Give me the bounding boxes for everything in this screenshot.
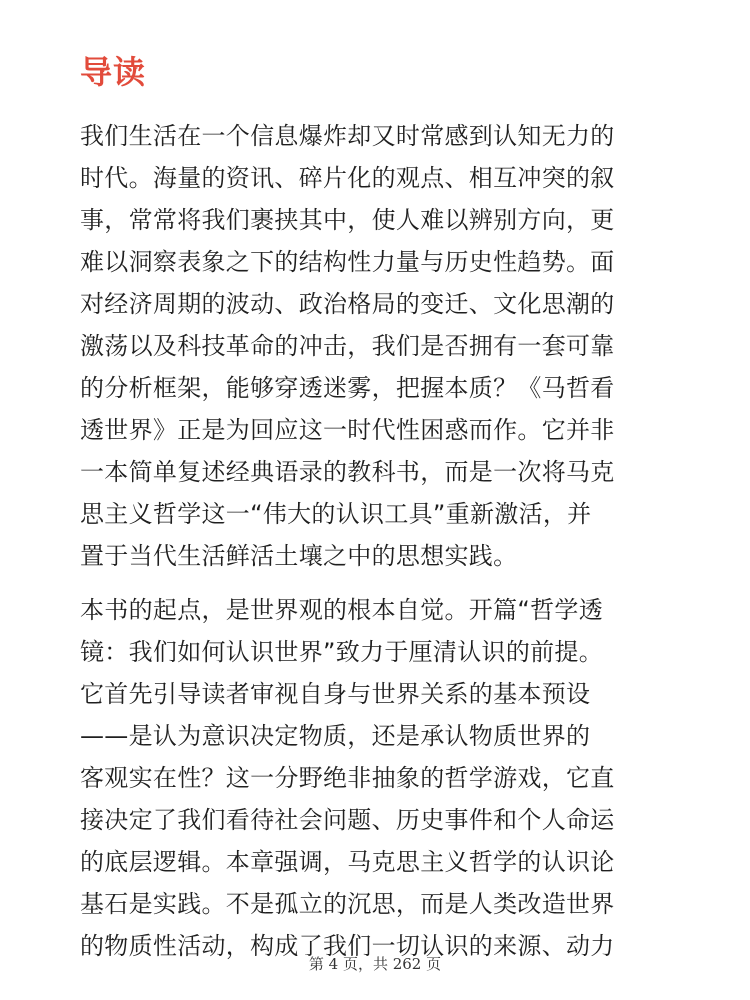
text-line: 难以洞察表象之下的结构性力量与历史性趋势。面 xyxy=(80,248,615,276)
text-line: 它首先引导读者审视自身与世界关系的基本预设 xyxy=(80,680,591,708)
text-line: 事，常常将我们裹挟其中，使人难以辨别方向，更 xyxy=(80,206,615,234)
text-line: 我们生活在一个信息爆炸却又时常感到认知无力的 xyxy=(80,122,615,150)
text-line: ——是认为意识决定物质，还是承认物质世界的 xyxy=(80,722,591,750)
text-line: 本书的起点，是世界观的根本自觉。开篇“哲学透 xyxy=(80,596,604,624)
text-line: 基石是实践。不是孤立的沉思，而是人类改造世界 xyxy=(80,890,615,918)
text-line: 时代。海量的资讯、碎片化的观点、相互冲突的叙 xyxy=(80,164,615,192)
section-title: 导读 xyxy=(80,53,147,91)
paragraph xyxy=(80,115,680,577)
text-line: 接决定了我们看待社会问题、历史事件和个人命运 xyxy=(80,806,615,834)
text-line: 客观实在性？这一分野绝非抽象的哲学游戏，它直 xyxy=(80,764,615,792)
text-line: 思主义哲学这一“伟大的认识工具”重新激活，并 xyxy=(80,500,592,528)
text-line: 镜：我们如何认识世界”致力于厘清认识的前提。 xyxy=(80,638,604,666)
page-number-footer: 第 4 页，共 262 页 xyxy=(308,955,442,973)
text-line: 的底层逻辑。本章强调，马克思主义哲学的认识论 xyxy=(80,848,615,876)
text-line: 一本简单复述经典语录的教科书，而是一次将马克 xyxy=(80,458,615,486)
body-text xyxy=(80,115,680,967)
text-line: 透世界》正是为回应这一时代性困惑而作。它并非 xyxy=(80,416,615,444)
text-line: 置于当代生活鲜活土壤之中的思想实践。 xyxy=(80,542,518,570)
paragraph xyxy=(80,589,680,967)
text-line: 的分析框架，能够穿透迷雾，把握本质？《马哲看 xyxy=(80,374,615,402)
paragraph-gap xyxy=(80,577,680,589)
text-line: 的物质性活动，构成了我们一切认识的来源、动力 xyxy=(80,932,615,960)
text-line: 对经济周期的波动、政治格局的变迁、文化思潮的 xyxy=(80,290,615,318)
text-line: 激荡以及科技革命的冲击，我们是否拥有一套可靠 xyxy=(80,332,615,360)
